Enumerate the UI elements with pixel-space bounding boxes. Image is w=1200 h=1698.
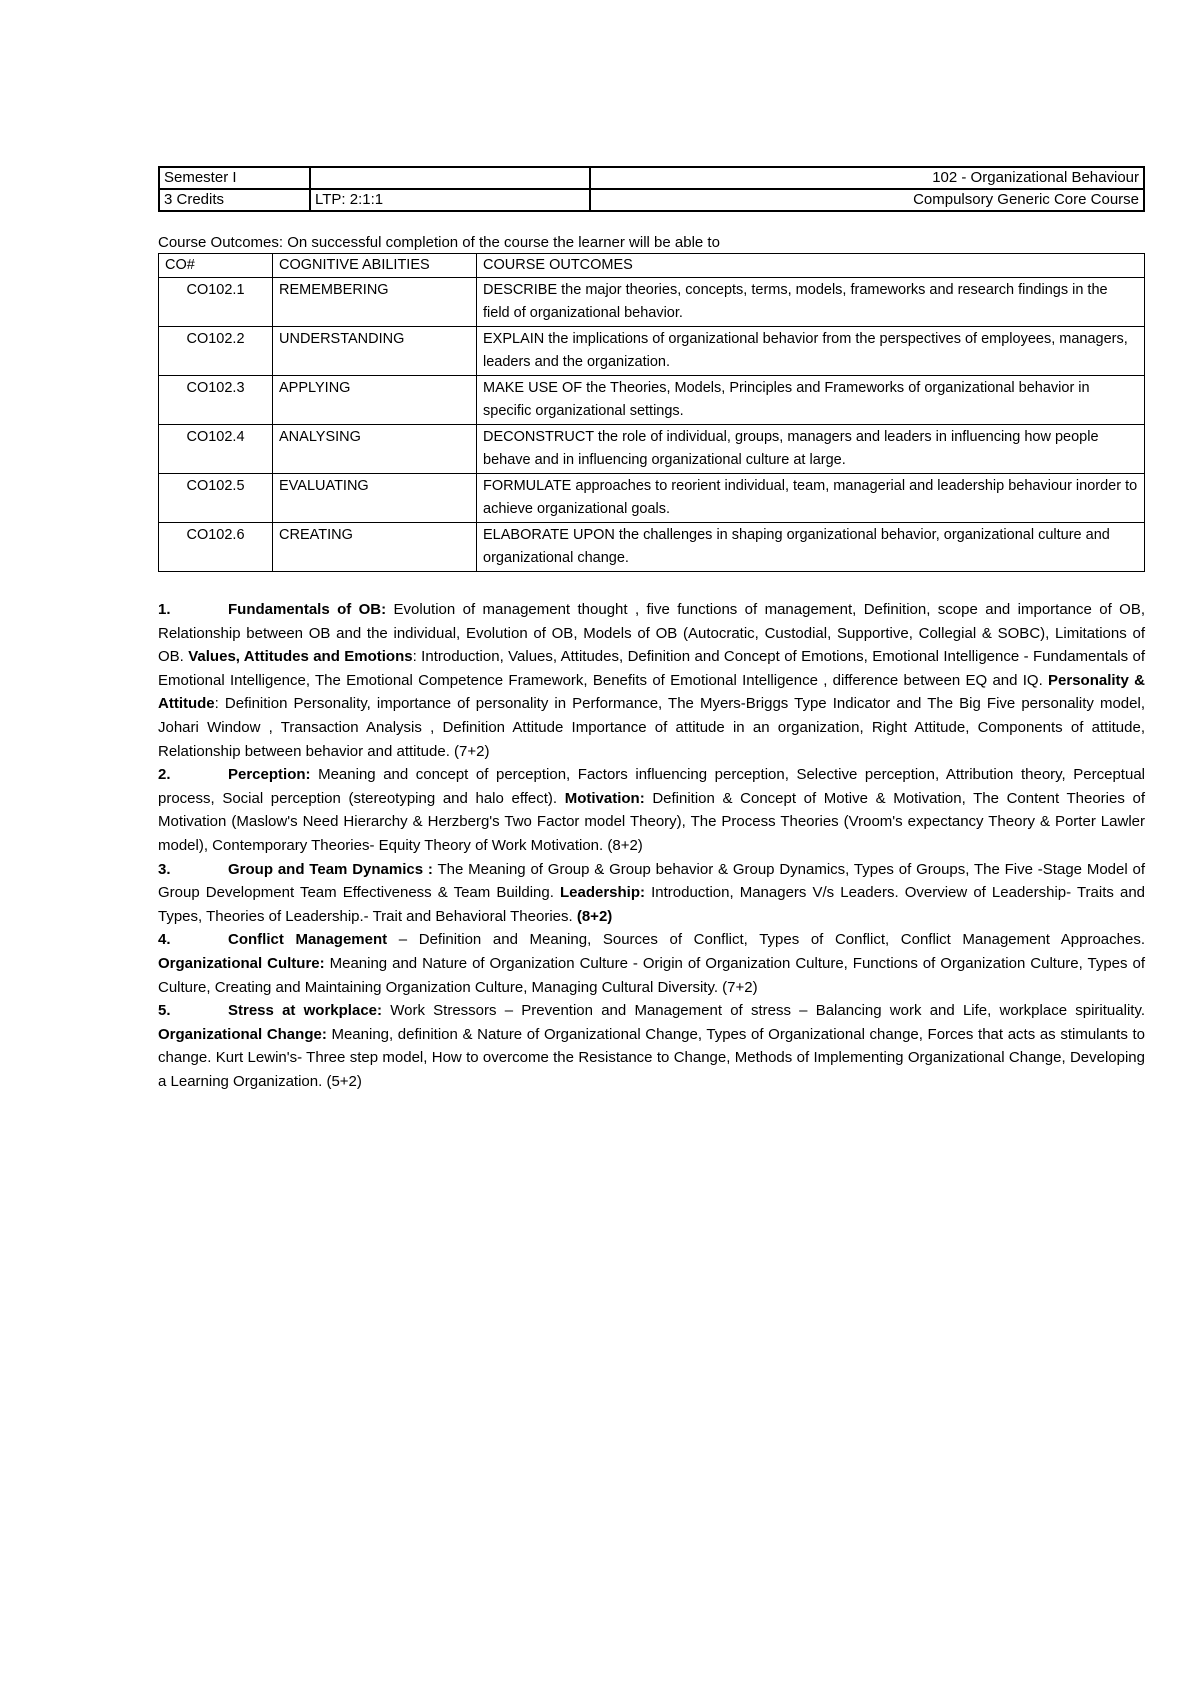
unit-text: Introduction, Managers V/s Leaders. Overview of Leadership- Traits and Types, Theories of Leadership.- Trait and Behavioral Theories. (158, 884, 1145, 925)
co-code: CO102.1 (159, 278, 273, 327)
unit-text: Meaning and Nature of Organization Culture - Origin of Organization Culture, Functions of Organization Culture, Types of Culture, Creating and Maintaining Organization Culture, Managing Cultural Diversity. (158, 954, 1145, 996)
header-row (159, 189, 1144, 211)
unit-topic: Fundamentals of OB: (228, 601, 387, 618)
course-outcomes-table (158, 253, 1145, 572)
co-table-row (159, 523, 1145, 572)
co-code: CO102.3 (159, 376, 273, 425)
unit-text: Work Stressors – Prevention and Management of stress – Balancing work and Life, workplace spirituality. (382, 1002, 1145, 1020)
unit-topic: Conflict Management (228, 931, 388, 949)
unit-number: 4. (158, 931, 171, 949)
co-outcome: DECONSTRUCT the role of individual, groups, managers and leaders in influencing how people behave and in influencing organizational culture at large. (477, 425, 1145, 474)
unit-paragraph (158, 763, 1145, 857)
ability-column-header: COGNITIVE ABILITIES (273, 254, 477, 278)
co-table-row (159, 376, 1145, 425)
co-outcome: EXPLAIN the implications of organizational behavior from the perspectives of employees, managers, leaders and the organization. (477, 327, 1145, 376)
co-code: CO102.4 (159, 425, 273, 474)
outcome-column-header: COURSE OUTCOMES (477, 254, 1145, 278)
unit-topic: Organizational Change: (158, 1025, 327, 1043)
unit-text: Evolution of management thought , five functions of management, Definition, scope and importance of OB, Relationship between OB and the individual, Evolution of OB, Models of OB (Autocratic, Custodial, Supportive, Collegial & SOBC), Limitations of OB. (158, 601, 1145, 666)
co-column-header: CO# (159, 254, 273, 278)
unit-topic: Values, Attitudes and Emotions (188, 648, 413, 666)
co-table-row (159, 278, 1145, 327)
co-table-header-row (159, 254, 1145, 278)
unit-paragraph (158, 928, 1145, 999)
unit-topic: Organizational Culture: (158, 954, 325, 972)
unit-text: – Definition and Meaning, Sources of Conflict, Types of Conflict, Conflict Management Approaches. (387, 931, 1145, 949)
co-ability: CREATING (273, 523, 477, 572)
ltp-cell: LTP: 2:1:1 (310, 189, 590, 211)
unit-hours: (5+2) (326, 1072, 362, 1090)
credits-cell: 3 Credits (159, 189, 310, 211)
co-ability: EVALUATING (273, 474, 477, 523)
co-table-row (159, 474, 1145, 523)
course-outcomes-intro: Course Outcomes: On successful completion of the course the learner will be able to (158, 234, 720, 251)
unit-number: 5. (158, 1002, 171, 1020)
unit-hours: (8+2) (576, 907, 613, 925)
unit-text: Meaning, definition & Nature of Organizational Change, Types of Organizational change, Forces that acts as stimulants to change. Kurt Lewin's- Three step model, How to overcome the Resistance to Change, Methods of Implementing Organizational Change, Developing a Learning Organization. (158, 1025, 1145, 1090)
unit-text: : Definition Personality, importance of personality in Performance, The Myers-Briggs Type Indicator and The Big Five personality model, Johari Window , Transaction Analysis , Definition Attitude Importance of attitude in an organization, Right Attitude, Components of attitude, Relationship between behavior and attitude. (158, 695, 1145, 760)
unit-number: 3. (158, 860, 171, 878)
unit-hours: (7+2) (722, 978, 758, 996)
co-outcome: DESCRIBE the major theories, concepts, terms, models, frameworks and research findings in the field of organizational behavior. (477, 278, 1145, 327)
course-title-cell: 102 - Organizational Behaviour (590, 167, 1144, 189)
unit-hours: (8+2) (607, 836, 643, 854)
syllabus-units (158, 598, 1145, 1093)
unit-topic: Perception: (228, 766, 311, 784)
semester-cell: Semester I (159, 167, 310, 189)
co-outcome: FORMULATE approaches to reorient individual, team, managerial and leadership behaviour inorder to achieve organizational goals. (477, 474, 1145, 523)
unit-paragraph (158, 858, 1145, 929)
unit-topic: Stress at workplace: (228, 1002, 382, 1020)
unit-number: 1. (158, 601, 171, 618)
co-code: CO102.6 (159, 523, 273, 572)
co-ability: ANALYSING (273, 425, 477, 474)
empty-cell (310, 167, 590, 189)
co-code: CO102.5 (159, 474, 273, 523)
document-content (158, 166, 1145, 1093)
co-ability: UNDERSTANDING (273, 327, 477, 376)
unit-paragraph (158, 999, 1145, 1093)
co-table-row (159, 327, 1145, 376)
unit-text: Definition & Concept of Motive & Motivation, The Content Theories of Motivation (Maslow's Need Hierarchy & Herzberg's Two Factor model Theory), The Process Theories (Vroom's expectancy Theory & Porter Lawler model), Contemporary Theories- Equity Theory of Work Motivation. (158, 789, 1145, 854)
co-ability: REMEMBERING (273, 278, 477, 327)
co-outcome: MAKE USE OF the Theories, Models, Principles and Frameworks of organizational behavior in specific organizational settings. (477, 376, 1145, 425)
unit-text: : Introduction, Values, Attitudes, Definition and Concept of Emotions, Emotional Intelligence - Fundamentals of Emotional Intelligence, The Emotional Competence Framework, Benefits of Emotional Intelligence , difference between EQ and IQ. (158, 648, 1145, 689)
unit-topic: Group and Team Dynamics : (228, 860, 433, 878)
co-code: CO102.2 (159, 327, 273, 376)
header-row (159, 167, 1144, 189)
course-type-cell: Compulsory Generic Core Course (590, 189, 1144, 211)
unit-topic: Personality & Attitude (158, 671, 1145, 713)
unit-topic: Motivation: (564, 789, 645, 807)
unit-text: Meaning and concept of perception, Factors influencing perception, Selective perception, Attribution theory, Perceptual process, Social perception (stereotyping and halo effect). (158, 766, 1145, 807)
unit-number: 2. (158, 766, 171, 784)
unit-text: The Meaning of Group & Group behavior & Group Dynamics, Types of Groups, The Five -Stage Model of Group Development Team Effectiveness & Team Building. (158, 860, 1146, 902)
co-table-row (159, 425, 1145, 474)
unit-hours: (7+2) (454, 742, 490, 760)
co-ability: APPLYING (273, 376, 477, 425)
unit-paragraph (158, 598, 1145, 763)
course-header-table (158, 166, 1145, 212)
co-outcome: ELABORATE UPON the challenges in shaping organizational behavior, organizational culture and organizational change. (477, 523, 1145, 572)
unit-topic: Leadership: (559, 884, 645, 902)
